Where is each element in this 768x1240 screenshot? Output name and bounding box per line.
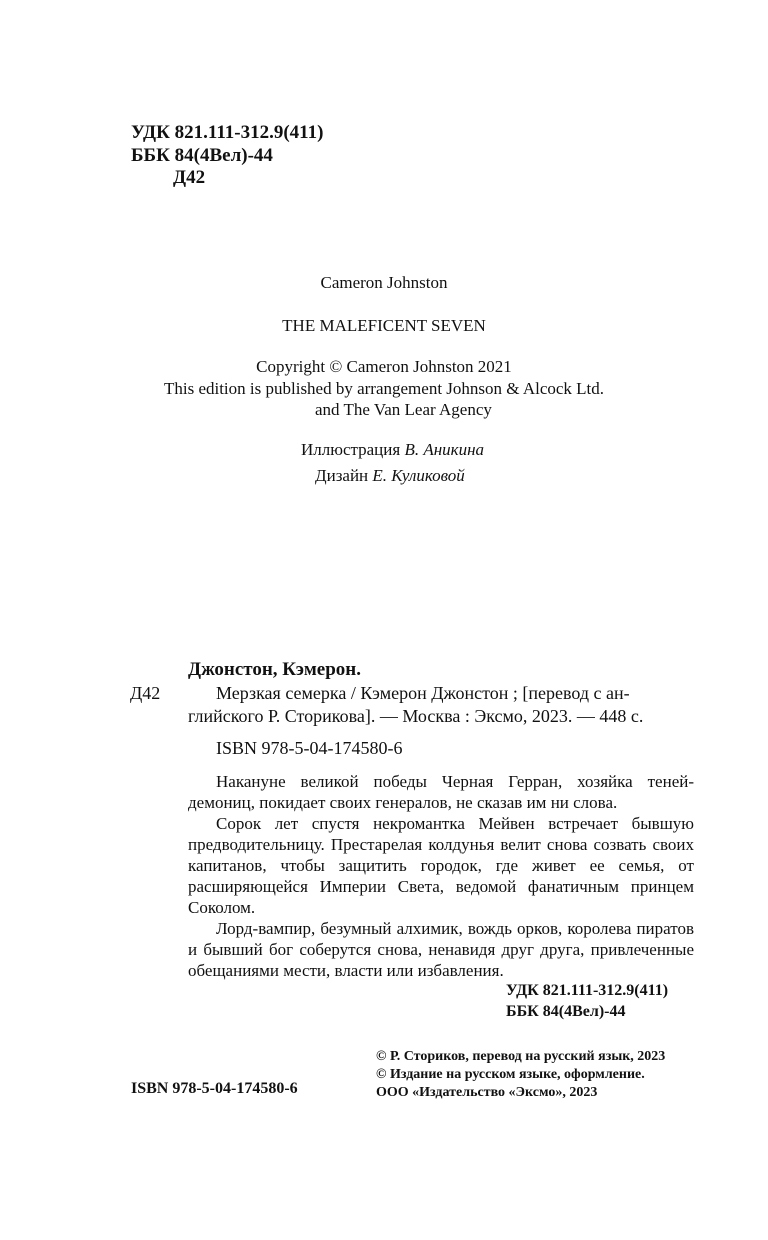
author-mark: Д42 xyxy=(173,167,206,188)
original-author: Cameron Johnston xyxy=(320,273,448,292)
annotation-paragraph: Лорд-вампир, безумный алхимик, вождь орков, королева пиратов и бывший бог соберутся снова, ненавидя друг друга, привлеченные обещаниями мести, власти или избавления. xyxy=(188,919,694,980)
catalog-description-line-2: глийского Р. Сторикова]. — Москва : Эксмо, 2023. — 448 с. xyxy=(188,706,644,726)
edition-line-2: and The Van Lear Agency xyxy=(315,400,492,419)
catalog-description-line-1: Мерзкая семерка / Кэмерон Джонстон ; [перевод с ан- xyxy=(216,683,630,703)
catalog-isbn: ISBN 978-5-04-174580-6 xyxy=(216,738,403,758)
original-title: THE MALEFICENT SEVEN xyxy=(282,316,486,335)
copyright-publisher: ООО «Издательство «Эксмо», 2023 xyxy=(376,1085,598,1100)
illustration-credit xyxy=(301,440,484,460)
annotation xyxy=(188,771,694,981)
annotation-paragraph: Накануне великой победы Черная Герран, хозяйка теней-демониц, покидает своих генералов, не сказав им ни слова. xyxy=(188,772,694,812)
bottom-bbk-code: ББК 84(4Вел)-44 xyxy=(506,1003,626,1020)
catalog-heading: Джонстон, Кэмерон. xyxy=(188,659,361,680)
footer-isbn: ISBN 978-5-04-174580-6 xyxy=(131,1080,298,1097)
illustration-name: В. Аникина xyxy=(404,440,485,459)
original-copyright: Copyright © Cameron Johnston 2021 xyxy=(256,357,512,376)
udk-code: УДК 821.111-312.9(411) xyxy=(131,122,324,143)
annotation-paragraph: Сорок лет спустя некромантка Мейвен встречает бывшую предводительницу. Престарелая колдунья велит снова созвать своих капитанов, чтобы защитить городок, где живет ее семья, от расширяющейся Империи Света, ведомой фанатичным принцем Соколом. xyxy=(188,814,694,917)
design-label: Дизайн xyxy=(315,466,373,485)
catalog-mark: Д42 xyxy=(130,683,161,703)
bottom-udk-code: УДК 821.111-312.9(411) xyxy=(506,982,669,999)
copyright-translation: © Р. Сториков, перевод на русский язык, 2023 xyxy=(376,1049,666,1064)
edition-line-1: This edition is published by arrangement Johnson & Alcock Ltd. xyxy=(163,379,605,398)
illustration-label: Иллюстрация xyxy=(301,440,405,459)
design-credit xyxy=(315,466,465,486)
copyright-edition: © Издание на русском языке, оформление. xyxy=(376,1067,645,1082)
bbk-code: ББК 84(4Вел)-44 xyxy=(131,145,273,166)
design-name: Е. Куликовой xyxy=(372,466,465,485)
